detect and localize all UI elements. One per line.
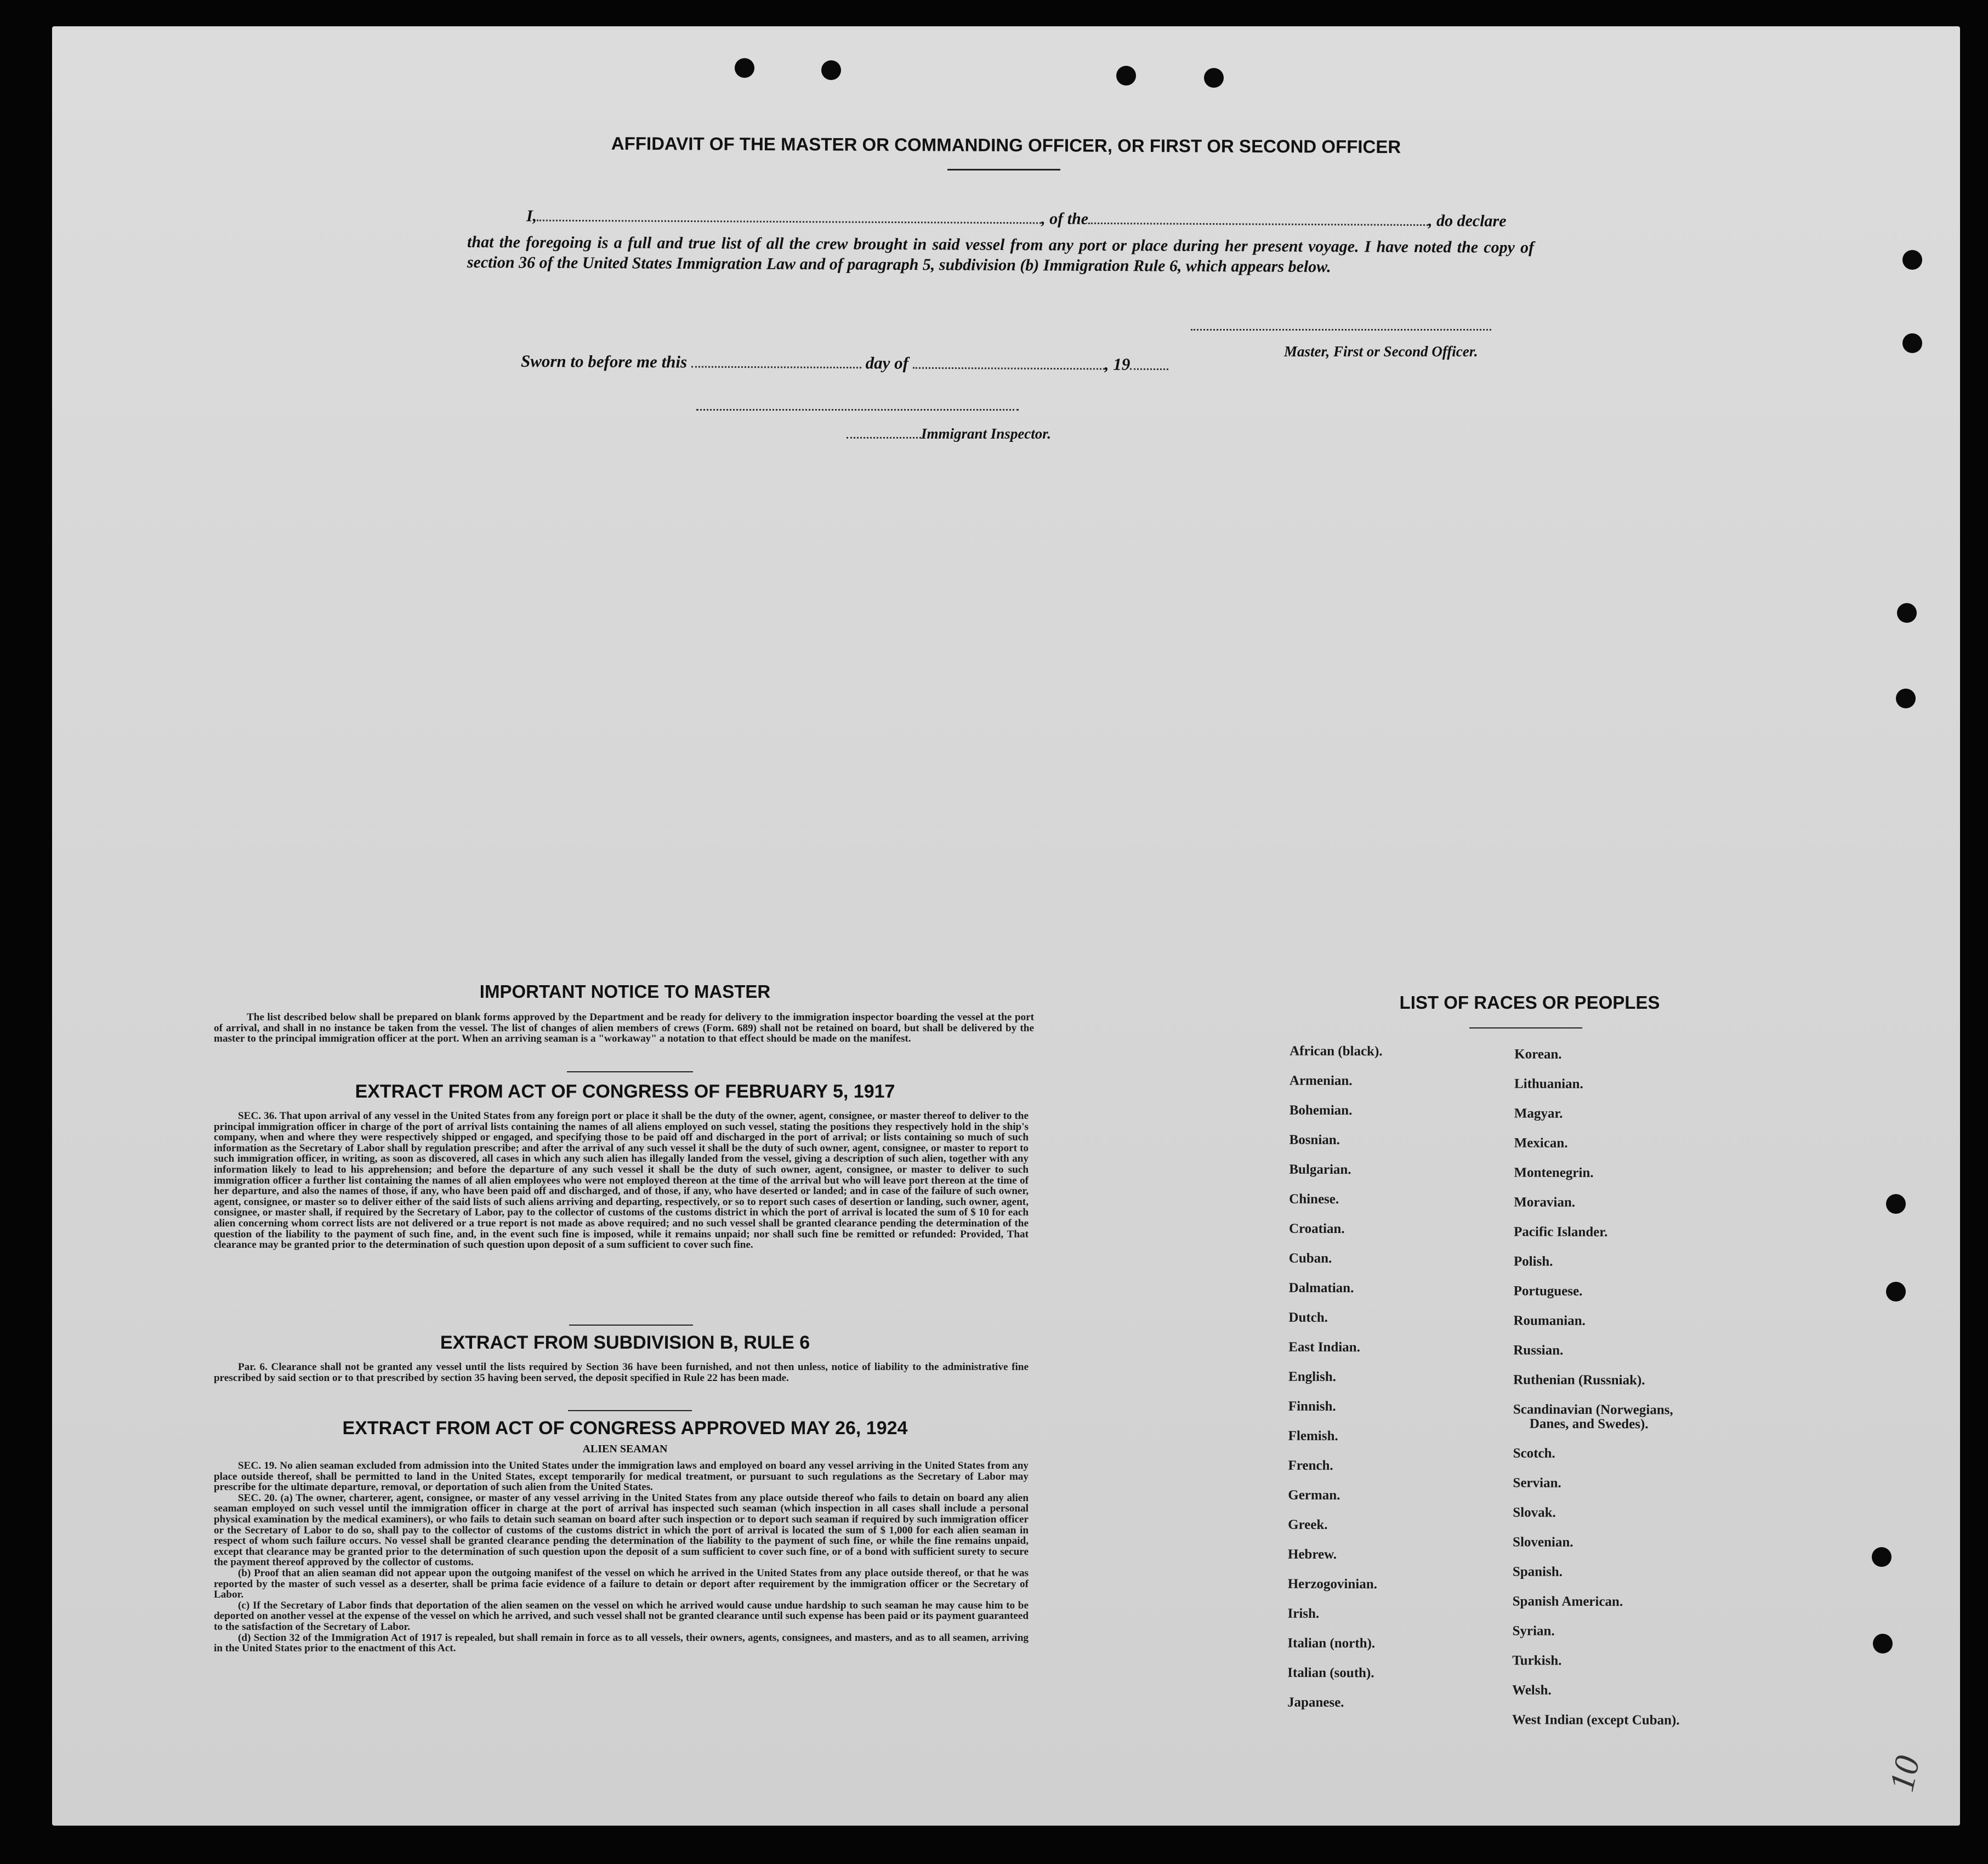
- race-entry: Montenegrin.: [1514, 1165, 1594, 1180]
- punch-hole: [1116, 66, 1136, 86]
- race-entry: French.: [1288, 1458, 1333, 1473]
- race-entry: Slovenian.: [1513, 1535, 1574, 1550]
- race-entry: Bohemian.: [1289, 1103, 1353, 1118]
- extract-1924-subtitle: ALIEN SEAMAN: [582, 1443, 668, 1455]
- name-field[interactable]: [537, 220, 1041, 224]
- extract-rule6-body: Par. 6. Clearance shall not be granted any vessel until the lists required by Section 36 have been furnished, and not then unless, notice of liability to the administrative fine prescribed by said section or to that prescribed by section 35 having been served, the deposit specified in Rule 22 has been made.: [214, 1361, 1029, 1384]
- extract-1924-title: EXTRACT FROM ACT OF CONGRESS APPROVED MAY 26, 1924: [342, 1418, 908, 1439]
- punch-hole: [1873, 1634, 1893, 1653]
- punch-hole: [1902, 333, 1922, 353]
- race-entry: Japanese.: [1287, 1695, 1344, 1710]
- divider: [1469, 1027, 1582, 1028]
- inspector-caption-text: Immigrant Inspector.: [921, 425, 1052, 442]
- race-entry: Lithuanian.: [1514, 1076, 1583, 1092]
- races-left-column: [1287, 1044, 1383, 1725]
- race-entry: Syrian.: [1512, 1623, 1555, 1639]
- notice-body: The list described below shall be prepared on blank forms approved by the Department and be ready for delivery to the immigration inspector boarding the vessel at the port of arrival, and shall in no instance be taken from the vessel. The list of changes of alien members of crews (Form. 689) shall not be retained on board, but shall be delivered by the master to the principal immigration officer at the port. When an arriving seaman is a "workaway" a notation to that effect should be made on the manifest.: [214, 1011, 1034, 1045]
- master-caption: Master, First or Second Officer.: [1284, 343, 1478, 360]
- sworn-year-field[interactable]: [1130, 368, 1168, 370]
- label-day-of: day of: [865, 353, 909, 373]
- punch-hole: [735, 58, 754, 78]
- race-entry: Spanish American.: [1512, 1594, 1623, 1610]
- races-right-column: [1512, 1047, 1682, 1742]
- race-entry: Portuguese.: [1513, 1283, 1583, 1299]
- sec-20a-paragraph: SEC. 20. (a) The owner, charterer, agent, consignee, or master of any vessel arriving in the United States from any place outside thereof who fails to detain on board any alien seaman employed on such vessel until the immigration officer in charge at the port of arrival has inspected such seaman (which inspection in all cases shall include a personal physical examination by the medical examiners), or who fails to detain such seaman on board after such inspection or to deport such seaman if required by such immigration officer or the Secretary of Labor to do so, shall pay to the collector of customs of the customs district in which the port of arrival is located the sum of $ 1,000 for each alien seaman in respect of whom such failure occurs. No vessel shall be granted clearance pending the determination of the liability to the payment of such fine, or while the fine remains unpaid, except that clearance may be granted prior to the determination of such question upon the deposit of a sum sufficient to cover such fine, or of a bond with sufficient surety to secure the payment thereof approved by the collector of customs.: [214, 1492, 1029, 1569]
- race-entry: Scotch.: [1513, 1446, 1555, 1461]
- race-entry: Cuban.: [1288, 1251, 1332, 1266]
- race-entry: Roumanian.: [1513, 1313, 1586, 1328]
- extract-1924-body: [214, 1460, 1029, 1654]
- extract-1917-body: SEC. 36. That upon arrival of any vessel in the United States from any foreign port or place it shall be the duty of the owner, agent, consignee, or master thereof to deliver to the principal immigration officer in charge of the port of arrival lists containing the names of all aliens employed on such vessel, stating the positions they respectively hold in the ship's company, when and where they were respectively shipped or engaged, and specifying those to be paid off and discharged in the port of arrival; or lists containing so much of such information as the Secretary of Labor shall by regulation prescribe; and after the arrival of any such vessel it shall be the duty of such owner, agent, consignee, or master to report to such immigration officer, in writing, as soon as discovered, all cases in which any such alien has illegally landed from the vessel, giving a description of such alien, together with any information likely to lead to his apprehension; and before the departure of any such vessel it shall be the duty of such owner, agent, consignee, or master to deliver to such immigration officer a further list containing the names of all alien employees who were not employed thereon at the time of the arrival but who will leave port thereon at the time of her departure, and also the names of those, if any, who have been paid off and discharged, and of those, if any, who have deserted or landed; and in case of the failure of such owner, agent, consignee, or master so to deliver either of the said lists of such aliens arriving and departing, respectively, or so to report such cases of desertion or landing, such owner, agent, consignee, or master shall, if required by the Secretary of Labor, pay to the collector of customs of the customs district in which the port of arrival is located the sum of $ 10 for each alien concerning whom correct lists are not delivered or a true report is not made as above required; and no such vessel shall be granted clearance pending the determination of the question of the liability to the payment of such fine, and, in the event such fine is imposed, while it remains unpaid; nor shall such fine be remitted or refunded: Provided, That clearance may be granted prior to the determination of such question upon deposit of a sum sufficient to cover such fine.: [214, 1110, 1029, 1251]
- race-entry: Bosnian.: [1289, 1132, 1341, 1148]
- race-entry: Mexican.: [1514, 1135, 1568, 1151]
- punch-hole: [1872, 1547, 1892, 1567]
- race-entry: Herzogovinian.: [1287, 1576, 1377, 1592]
- race-entry: Danes, and Swedes).: [1529, 1416, 1649, 1432]
- divider: [568, 1410, 692, 1411]
- race-entry: Magyar.: [1514, 1106, 1563, 1121]
- race-entry: Russian.: [1513, 1343, 1564, 1358]
- affidavit-title: AFFIDAVIT OF THE MASTER OR COMMANDING OFFICER, OR FIRST OR SECOND OFFICER: [611, 133, 1401, 157]
- race-entry: Polish.: [1513, 1254, 1553, 1269]
- extract-rule6-title: EXTRACT FROM SUBDIVISION B, RULE 6: [440, 1332, 810, 1353]
- sec-19-paragraph: SEC. 19. No alien seaman excluded from admission into the United States under the immigration laws and employed on board any vessel arriving in the United States from any place outside thereof, shall be permitted to land in the United States, except temporarily for medical treatment, or pursuant to such regulations as the Secretary of Labor may prescribe for the ultimate departure, removal, or deportation of such alien from the United States.: [214, 1460, 1029, 1493]
- title-underline: [947, 169, 1060, 171]
- label-of-the: , of the: [1041, 209, 1089, 228]
- inspector-caption: [847, 425, 1051, 442]
- race-entry: Dalmatian.: [1288, 1280, 1354, 1296]
- race-entry: Italian (south).: [1287, 1665, 1374, 1681]
- race-entry: Slovak.: [1513, 1505, 1556, 1520]
- label-i: I,: [526, 207, 537, 225]
- extract-1917-title: EXTRACT FROM ACT OF CONGRESS OF FEBRUARY 5, 1917: [355, 1081, 895, 1102]
- sec-20c-paragraph: (c) If the Secretary of Labor finds that deportation of the alien seamen on the vessel on which he arrived would cause undue hardship to such seaman he may cause him to be deported on another vessel at the expense of the vessel on which he arrived, and such vessel shall not be granted clearance until such expense has been paid or its payment guaranteed to the satisfaction of the Secretary of Labor.: [214, 1599, 1029, 1633]
- race-entry: Servian.: [1513, 1475, 1561, 1491]
- race-entry: Bulgarian.: [1289, 1162, 1351, 1178]
- race-entry: Moravian.: [1514, 1195, 1576, 1210]
- sworn-line: [521, 351, 1168, 374]
- race-entry: Italian (north).: [1287, 1635, 1376, 1651]
- race-entry: English.: [1288, 1369, 1336, 1385]
- race-entry: West Indian (except Cuban).: [1512, 1712, 1680, 1728]
- punch-hole: [1897, 603, 1917, 623]
- sec-20b-paragraph: (b) Proof that an alien seaman did not appear upon the outgoing manifest of the vessel on which he arrived in the United States from any place outside thereof, or that he was reported by the master of such vessel as a deserter, shall be prima facie evidence of a failure to detain or deport after requirement by the immigration officer or the Secretary of Labor.: [214, 1567, 1029, 1601]
- label-sworn: Sworn to before me this: [520, 351, 688, 372]
- race-entry: Flemish.: [1288, 1428, 1338, 1444]
- punch-hole: [1886, 1194, 1906, 1214]
- race-entry: Dutch.: [1288, 1310, 1328, 1325]
- punch-hole: [1896, 689, 1916, 708]
- notice-title: IMPORTANT NOTICE TO MASTER: [479, 981, 771, 1002]
- sworn-month-field[interactable]: [913, 367, 1105, 370]
- divider: [569, 1325, 693, 1326]
- race-entry: Irish.: [1287, 1606, 1320, 1621]
- master-signature-field[interactable]: [1191, 329, 1491, 331]
- inspector-dots: [847, 437, 921, 439]
- inspector-signature-field[interactable]: [696, 409, 1019, 411]
- handwritten-page-number: 10: [1882, 1752, 1927, 1795]
- race-entry: Spanish.: [1512, 1564, 1563, 1579]
- vessel-field[interactable]: [1088, 223, 1428, 226]
- race-entry: Hebrew.: [1287, 1547, 1337, 1562]
- race-entry: Croatian.: [1288, 1221, 1345, 1237]
- race-entry: Korean.: [1514, 1047, 1562, 1062]
- punch-hole: [1886, 1282, 1906, 1302]
- punch-hole: [1902, 250, 1922, 270]
- race-entry: Ruthenian (Russniak).: [1513, 1372, 1645, 1388]
- race-entry: German.: [1288, 1487, 1341, 1503]
- race-entry: East Indian.: [1288, 1339, 1360, 1355]
- race-entry: Welsh.: [1512, 1683, 1552, 1698]
- sworn-day-field[interactable]: [691, 366, 861, 369]
- race-entry: Chinese.: [1289, 1191, 1339, 1207]
- label-do-declare: , do declare: [1428, 212, 1507, 230]
- divider: [567, 1071, 693, 1072]
- race-entry: Armenian.: [1289, 1073, 1353, 1089]
- sec-20d-paragraph: (d) Section 32 of the Immigration Act of 1917 is repealed, but shall remain in force as to all vessels, their owners, agents, consignees, and masters, and as to all seamen, arriving in the United States prior to the enactment of this Act.: [214, 1632, 1029, 1655]
- affidavit-body: that the foregoing is a full and true list of all the crew brought in said vessel from any port or place during her present voyage. I have noted the copy of section 36 of the United States Immigration Law and of paragraph 5, subdivision (b) Immigration Rule 6, which appears below.: [467, 232, 1535, 276]
- races-title: LIST OF RACES OR PEOPLES: [1399, 992, 1660, 1013]
- punch-hole: [821, 60, 841, 80]
- race-entry: Greek.: [1288, 1517, 1328, 1532]
- race-entry: African (black).: [1290, 1043, 1383, 1059]
- race-entry: Scandinavian (Norwegians,: [1513, 1402, 1673, 1418]
- punch-hole: [1204, 68, 1224, 88]
- race-entry: Pacific Islander.: [1513, 1224, 1608, 1240]
- label-year: , 19: [1104, 354, 1131, 374]
- race-entry: Finnish.: [1288, 1399, 1336, 1414]
- race-entry: Turkish.: [1512, 1653, 1562, 1668]
